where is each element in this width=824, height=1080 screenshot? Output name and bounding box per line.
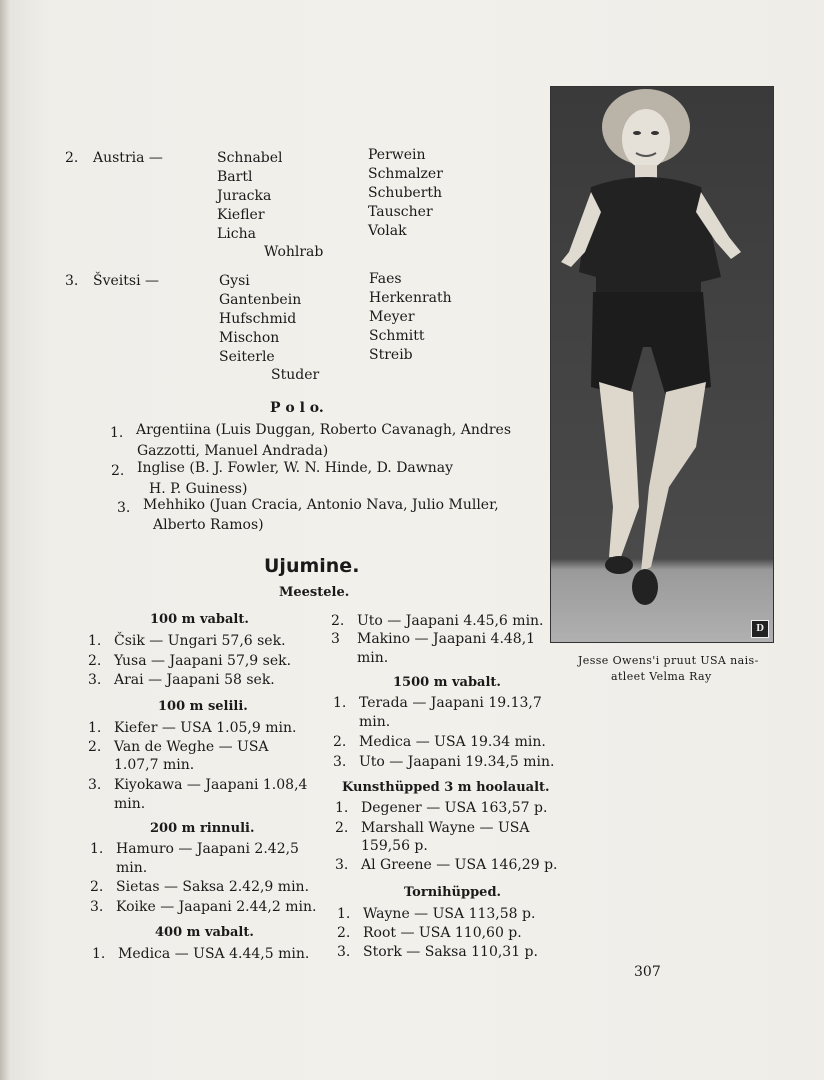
sveitsi-extra-player: Studer — [271, 367, 320, 383]
player-name: Schmalzer — [368, 166, 443, 182]
player-name: Juracka — [217, 188, 272, 204]
player-name: Gysi — [219, 273, 250, 289]
austria-rank: 2. — [65, 150, 79, 166]
sveitsi-country: Šveitsi — — [93, 273, 160, 289]
player-name: Streib — [369, 347, 413, 363]
austria-players-col1 — [217, 149, 283, 244]
event-heading: 400 m vabalt. — [155, 925, 254, 940]
player-name: Bartl — [217, 169, 253, 185]
sveitsi-players-col1 — [219, 272, 301, 367]
player-name: Perwein — [368, 147, 426, 163]
photo-caption-line: Jesse Owens'i pruut USA nais- — [578, 654, 759, 667]
polo-heading: P o l o. — [270, 400, 324, 416]
polo-team-line: Mehhiko (Juan Cracia, Antonio Nava, Julio Muller, — [143, 497, 499, 513]
athlete-photo-image — [551, 87, 773, 642]
section-title-swimming: Ujumine. — [264, 555, 360, 577]
sveitsi-rank: 3. — [65, 273, 79, 289]
player-name: Schuberth — [368, 185, 443, 201]
polo-rank: 2. — [111, 463, 125, 479]
polo-team-line: Argentiina (Luis Duggan, Roberto Cavanagh, Andres — [136, 422, 511, 438]
polo-team-line: Alberto Ramos) — [153, 517, 264, 533]
austria-players-col2 — [368, 146, 443, 241]
event-heading: Kunsthüpped 3 m hoolaualt. — [342, 780, 550, 795]
section-subtitle-men: Meestele. — [279, 585, 350, 600]
player-name: Meyer — [369, 309, 415, 325]
sveitsi-players-col2 — [369, 270, 452, 365]
photo-caption-line: atleet Velma Ray — [611, 670, 712, 683]
player-name: Kiefler — [217, 207, 265, 223]
austria-country: Austria — — [93, 150, 163, 166]
photo-agency-logo: D — [751, 620, 769, 638]
event-heading: Tornihüpped. — [404, 885, 502, 900]
polo-rank: 3. — [117, 500, 131, 516]
player-name: Licha — [217, 226, 256, 242]
player-name: Seiterle — [219, 349, 275, 365]
player-name: Hufschmid — [219, 311, 297, 327]
player-name: Schnabel — [217, 150, 283, 166]
athlete-photo — [550, 86, 774, 643]
player-name: Volak — [368, 223, 407, 239]
page-spine-shadow — [0, 0, 10, 1080]
polo-team-line: H. P. Guiness) — [149, 481, 248, 497]
player-name: Faes — [369, 271, 402, 287]
polo-team-line: Gazzotti, Manuel Andrada) — [137, 443, 329, 459]
player-name: Gantenbein — [219, 292, 302, 308]
player-name: Tauscher — [368, 204, 433, 220]
book-page: 2. Austria — Schnabel Bartl Juracka Kiefler Licha Perwein Schmalzer Schuberth Tauscher Volak Wohlrab 3. Šveitsi — Gysi Gantenbein Hufschmid Mischon Seiterle Faes Herkenrath Meyer Schmitt Streib Studer P o l o. 1. Argentiina (Luis Duggan, Roberto Cavanagh, Andres Gazzotti, Manuel Andrada) 2. Inglise (B. J. Fowler, W. N. Hinde, D. Dawnay H. P. Guiness) 3. Mehhiko (Juan Cracia, Antonio Nava, Julio Muller, Alberto Ramos) D Jesse Owens'i pruut USA nais- atleet Velma Ray Ujumine. Meestele. 100 m vabalt. 1. Čsik — Ungari 57,6 sek. 2. Yusa — Jaapani 57,9 sek. 3. Arai — Jaapani 58 sek. 100 m selili. 1. Kiefer — USA 1.05,9 min. 2. Van de Weghe — USA 1.07,7 min. 3. Kiyokawa — Jaapani 1.08,4 min. 200 m rinnuli. 1. Hamuro — Jaapani 2.42,5 min. 2. Sietas — Saksa 2.42,9 min. 3. Koike — Jaapani 2.44,2 min. 400 m vabalt. 1. Medica — USA 4.44,5 min. 2. Uto — Jaapani 4.45,6 min. 3 Makino — Jaapani 4.48,1 min. 1500 m vabalt. 1. Terada — Jaapani 19.13,7 min. 2. Medica — USA 19.34 min. 3. Uto — Jaapani 19.34,5 min. Kunsthüpped 3 m hoolaualt. 1. Degener — USA 163,57 p. 2. Marshall Wayne — USA 159,56 p. 3. Al Greene — USA 146,29 p. Tornihüpped. 1. Wayne — USA 113,58 p. 2. Root — USA 110,60 p. 3. Stork — Saksa 110,31 p. 307 — [0, 0, 824, 1080]
event-heading: 1500 m vabalt. — [393, 675, 501, 690]
polo-rank: 1. — [110, 425, 124, 441]
page-number: 307 — [634, 964, 661, 980]
event-heading: 100 m selili. — [158, 699, 248, 714]
player-name: Herkenrath — [369, 290, 452, 306]
player-name: Mischon — [219, 330, 280, 346]
event-heading: 200 m rinnuli. — [150, 821, 255, 836]
polo-team-line: Inglise (B. J. Fowler, W. N. Hinde, D. Dawnay — [137, 460, 454, 476]
austria-extra-player: Wohlrab — [264, 244, 324, 260]
event-heading: 100 m vabalt. — [150, 612, 249, 627]
player-name: Schmitt — [369, 328, 425, 344]
